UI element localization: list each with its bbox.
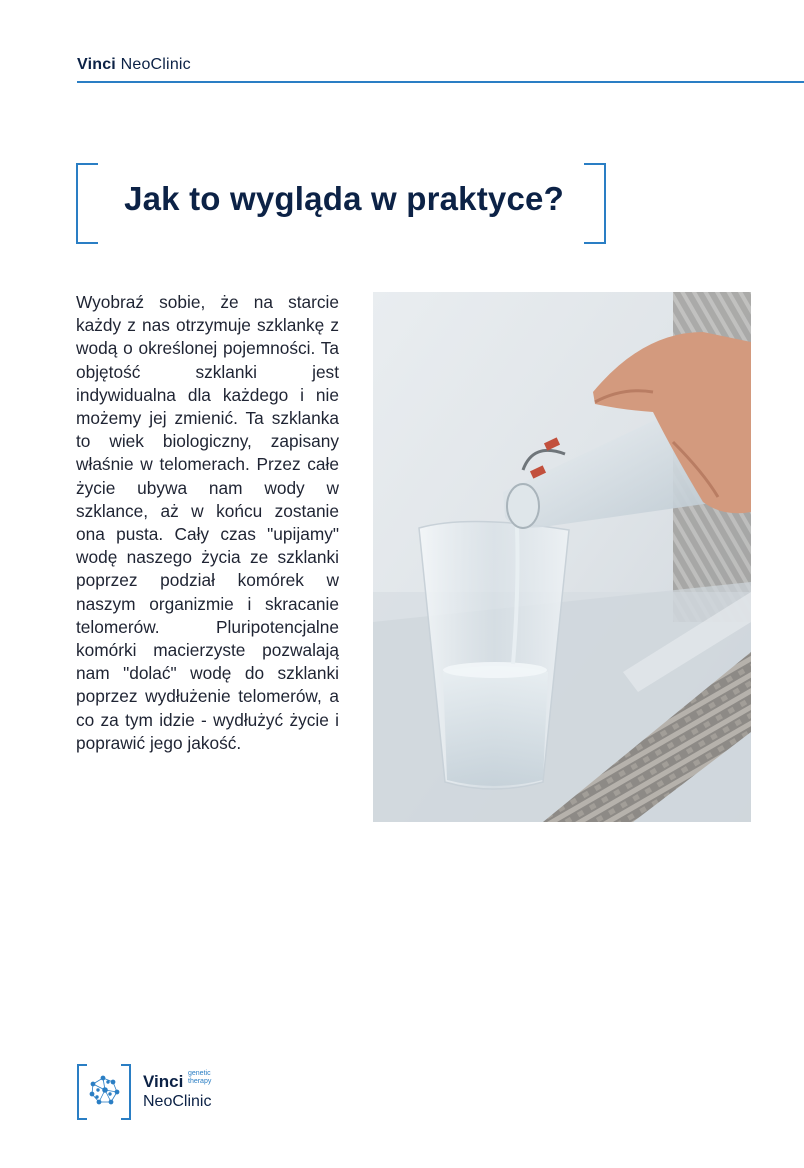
body-paragraph: Wyobraź sobie, że na starcie każdy z nas otrzymuje szklankę z wodą o określonej pojemności. Ta objętość szklanki jest indywidualna dla każdego i nie możemy jej zmienić. Ta szklanka to wiek biologiczny, zapisany właśnie w telomerach. Przez całe życie ubywa nam wody w szklance, aż w końcu zostanie ona pusta. Cały czas "upijamy" wodę naszego życia ze szklanki poprzez podział komórek w naszym organizmie i skracanie telomerów. Pluripotencjalne komórki macierzyste pozwalają nam "dolać" wodę do szklanki poprzez wydłużenie telomerów, a co za tym idzie - wydłużyć życie i poprawić jego jakość. bbox=[76, 292, 339, 753]
section-title: Jak to wygląda w praktyce? bbox=[124, 180, 564, 217]
logo-vinci-text: Vinci bbox=[143, 1072, 184, 1091]
footer-logo bbox=[77, 1064, 237, 1120]
logo-neoclinic-text: NeoClinic bbox=[143, 1093, 212, 1110]
logo-tagline bbox=[188, 1070, 211, 1086]
logo-tagline-line1: genetic bbox=[188, 1070, 211, 1077]
title-left-bracket bbox=[76, 163, 98, 244]
header-brand-rest: NeoClinic bbox=[115, 56, 191, 73]
section-title-frame bbox=[76, 163, 606, 242]
header-brand bbox=[77, 56, 191, 74]
photo-pouring-water bbox=[373, 292, 751, 822]
header-brand-bold: Vinci bbox=[77, 56, 116, 73]
header-divider bbox=[77, 81, 804, 83]
logo-tagline-line2: therapy bbox=[188, 1078, 212, 1085]
network-brain-icon bbox=[85, 1070, 125, 1112]
